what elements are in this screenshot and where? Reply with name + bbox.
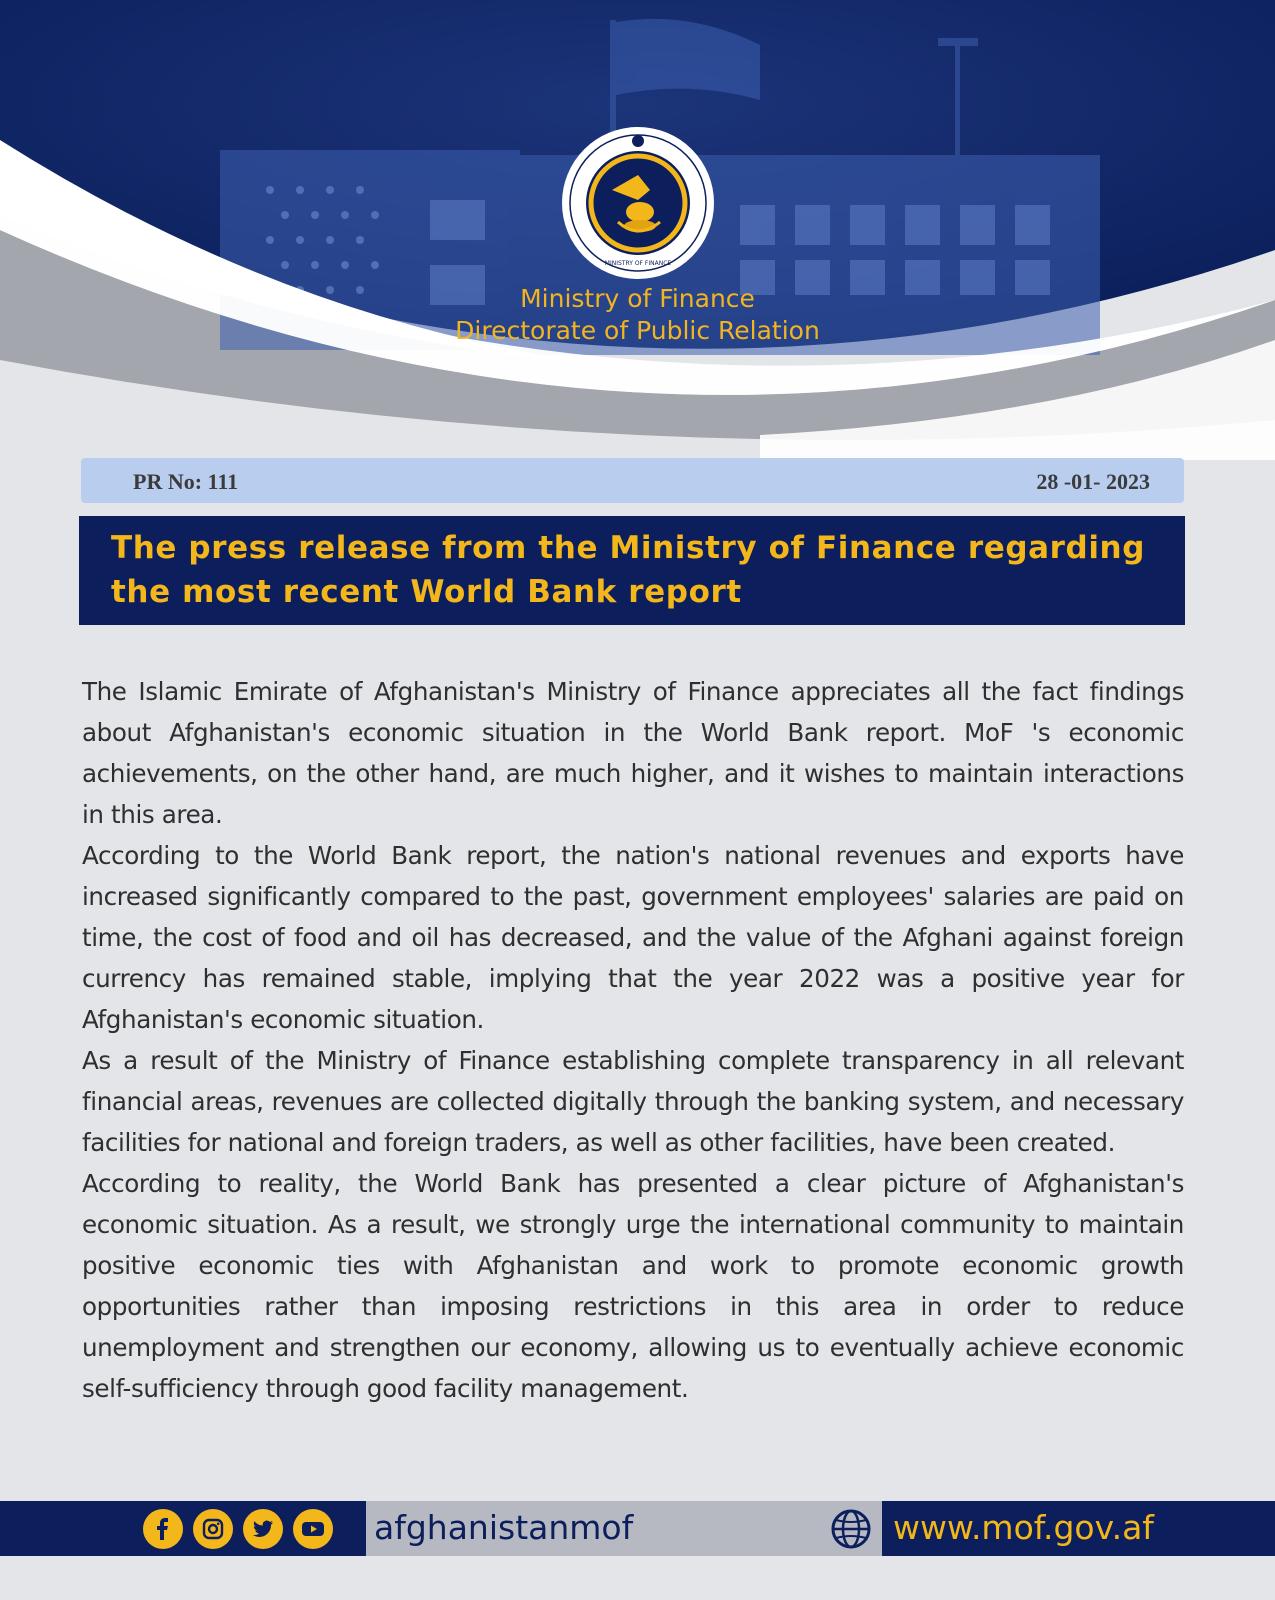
globe-icon [830,1508,872,1554]
org-department: Directorate of Public Relation [455,316,820,345]
pr-number: PR No: 111 [133,469,239,494]
twitter-icon[interactable] [243,1509,283,1549]
facebook-icon[interactable] [143,1509,183,1549]
body-paragraph: According to the World Bank report, the nation's national revenues and exports have increased significantly compared to the past, government employees' salaries are paid on time, the cost of food and oil has decreased, and the value of the Afghani against foreign currency has remained stable, implying that the year 2022 was a positive year for Afghanistan's economic situation. [82,841,1184,1034]
pr-date: 28 -01- 2023 [1036,469,1150,494]
org-name: Ministry of Finance [520,284,755,313]
header-banner [0,0,1275,460]
body-paragraph: The Islamic Emirate of Afghanistan's Ministry of Finance appreciates all the fact findings about Afghanistan's economic situation in the World Bank report. MoF 's economic achievements, on the other hand, are much higher, and it wishes to maintain interactions in this area. [82,677,1184,829]
press-release-title: The press release from the Ministry of Finance regarding the most recent World Bank report [111,530,1146,610]
ministry-seal-icon [562,127,714,279]
seal-text-bottom: MINISTRY OF FINANCE [604,260,672,267]
body-paragraph: As a result of the Ministry of Finance establishing complete transparency in all relevant financial areas, revenues are collected digitally through the banking system, and necessary facilities for national and foreign traders, as well as other facilities, have been created. [82,1046,1184,1157]
website-link[interactable]: www.mof.gov.af [893,1508,1154,1547]
press-release-body [82,671,1184,1409]
header-graphic [0,0,1275,460]
instagram-icon[interactable] [193,1509,233,1549]
youtube-icon[interactable] [293,1509,333,1549]
body-paragraph: According to reality, the World Bank has presented a clear picture of Afghanistan's economic situation. As a result, we strongly urge the international community to maintain positive economic ties with Afghanistan and work to promote economic growth opportunities rather than imposing restrictions in this area in order to reduce unemployment and strengthen our economy, allowing us to eventually achieve economic self-sufficiency through good facility management. [82,1169,1184,1403]
pr-info-bar [81,458,1184,503]
title-box [79,516,1185,625]
social-handle[interactable]: afghanistanmof [374,1508,634,1547]
